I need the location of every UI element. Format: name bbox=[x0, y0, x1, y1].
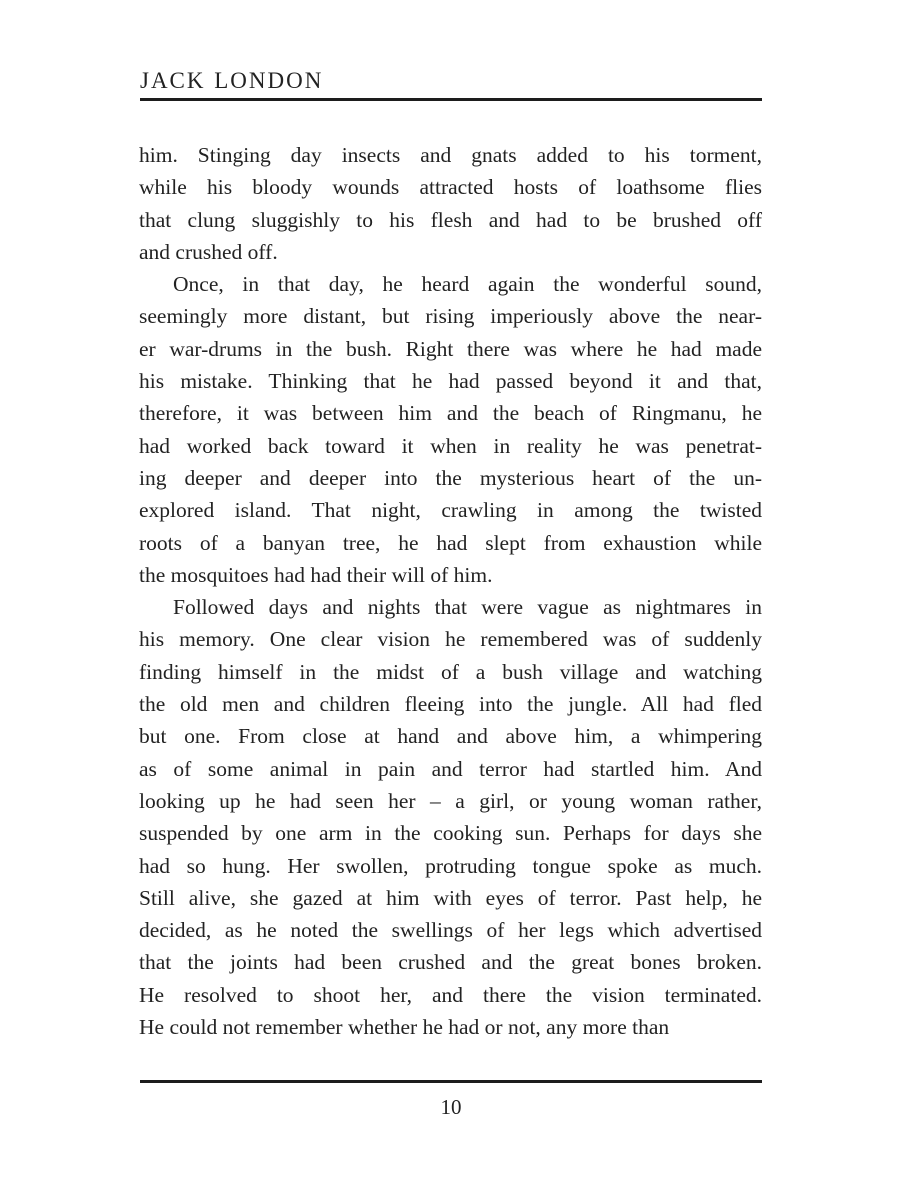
text-line: had worked back toward it when in reality he was penetrat- bbox=[139, 433, 762, 458]
paragraph bbox=[139, 591, 762, 1043]
text-line: er war-drums in the bush. Right there was where he had made bbox=[139, 336, 762, 361]
page-number: 10 bbox=[440, 1095, 462, 1119]
text-line: suspended by one arm in the cooking sun. Perhaps for days she bbox=[139, 821, 762, 846]
text-line: had so hung. Her swollen, protruding tongue spoke as much. bbox=[139, 853, 762, 878]
text-line: He could not remember whether he had or not, any more than bbox=[139, 1015, 670, 1040]
text-line: Once, in that day, he heard again the wonderful sound, bbox=[173, 272, 762, 297]
text-line: the old men and children fleeing into the jungle. All had fled bbox=[139, 692, 762, 717]
text-line: looking up he had seen her – a girl, or young woman rather, bbox=[139, 788, 762, 813]
text-line: therefore, it was between him and the beach of Ringmanu, he bbox=[139, 401, 762, 426]
running-head-title: JACK LONDON bbox=[140, 68, 324, 93]
text-line: He resolved to shoot her, and there the vision terminated. bbox=[139, 982, 762, 1007]
footer-rule bbox=[140, 1080, 762, 1083]
text-line: that the joints had been crushed and the great bones broken. bbox=[139, 950, 762, 975]
text-line: Followed days and nights that were vague as nightmares in bbox=[173, 595, 762, 620]
text-line: finding himself in the midst of a bush village and watching bbox=[139, 659, 762, 684]
text-line: seemingly more distant, but rising imperiously above the near- bbox=[139, 304, 762, 329]
text-line: the mosquitoes had had their will of him. bbox=[139, 562, 493, 587]
text-line: him. Stinging day insects and gnats added to his torment, bbox=[139, 143, 762, 167]
text-line: roots of a banyan tree, he had slept from exhaustion while bbox=[139, 530, 762, 555]
header-rule bbox=[140, 98, 762, 101]
text-line: Still alive, she gazed at him with eyes of terror. Past help, he bbox=[139, 885, 762, 910]
text-line: but one. From close at hand and above him, a whimpering bbox=[139, 724, 762, 749]
page-body bbox=[139, 139, 762, 1043]
text-line: that clung sluggishly to his flesh and had to be brushed off bbox=[139, 207, 762, 232]
text-line: decided, as he noted the swellings of her legs which advertised bbox=[139, 918, 762, 943]
text-line: ing deeper and deeper into the mysterious heart of the un- bbox=[139, 465, 762, 490]
text-line: explored island. That night, crawling in among the twisted bbox=[139, 498, 762, 523]
paragraph bbox=[139, 139, 762, 268]
text-line: while his bloody wounds attracted hosts of loathsome flies bbox=[139, 175, 762, 200]
text-line: his mistake. Thinking that he had passed beyond it and that, bbox=[139, 369, 762, 394]
text-line: as of some animal in pain and terror had startled him. And bbox=[139, 756, 762, 781]
text-line: his memory. One clear vision he remembered was of suddenly bbox=[139, 627, 762, 652]
paragraph bbox=[139, 268, 762, 591]
text-line: and crushed off. bbox=[139, 239, 278, 264]
